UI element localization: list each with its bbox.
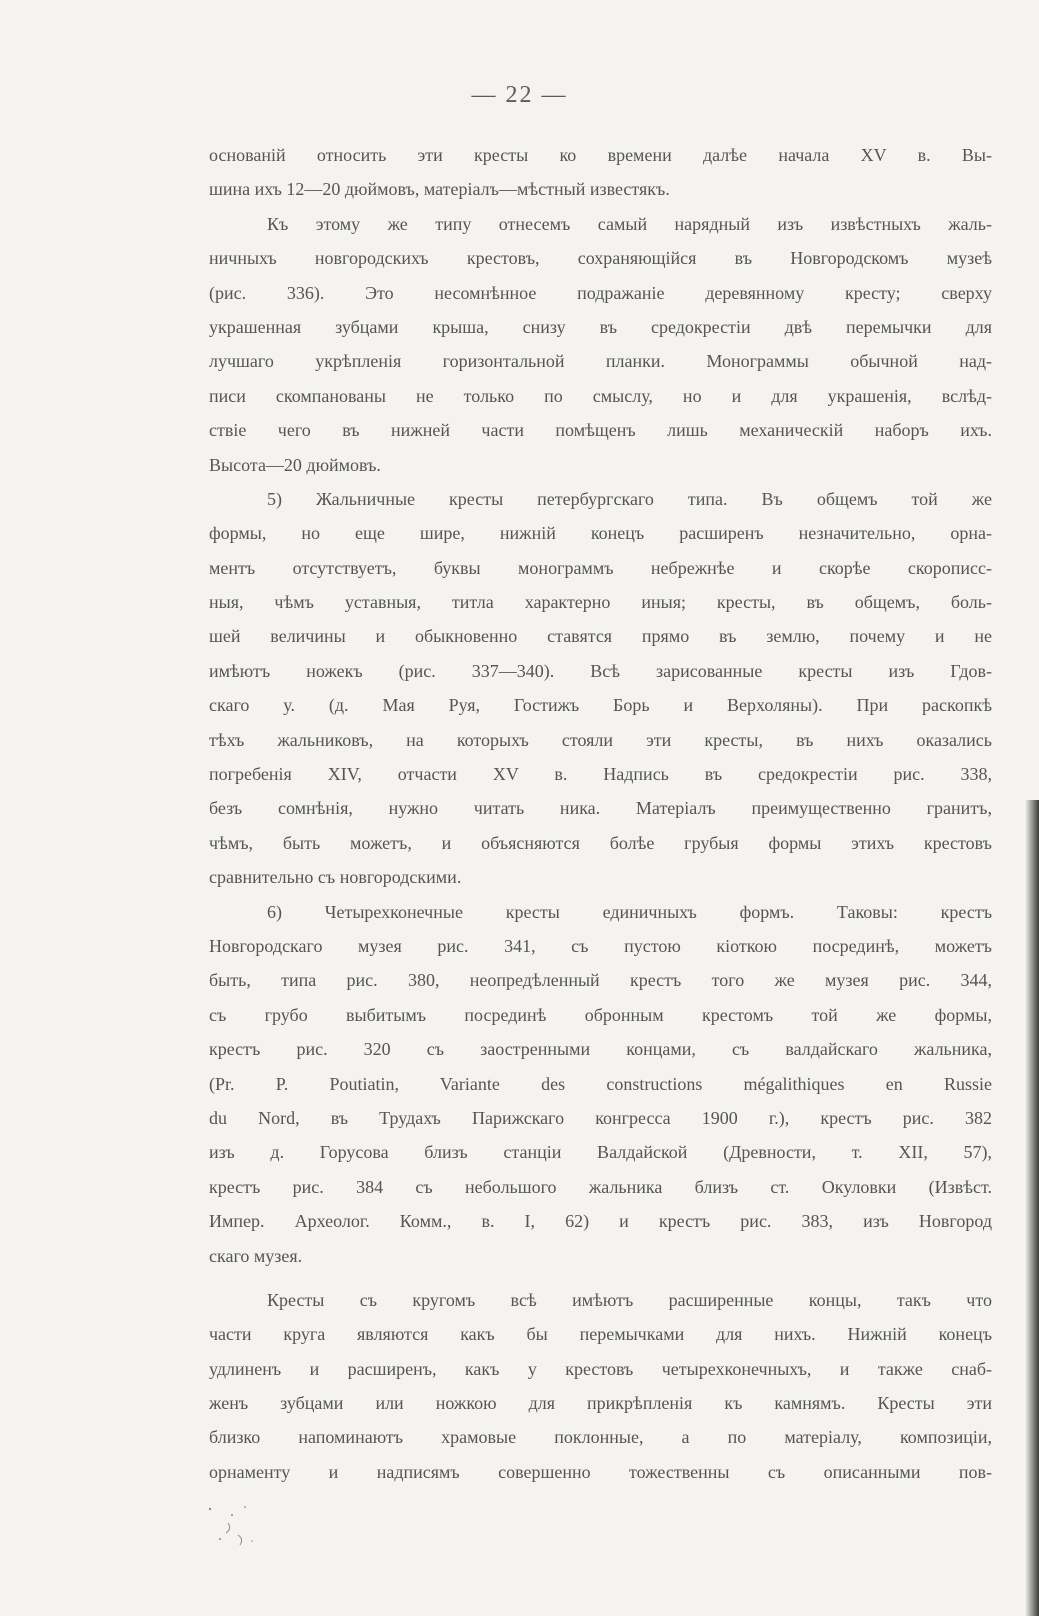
text-line: безъ сомнѣнія, нужно читать ника. Матеріалъ преимущественно гранитъ,	[209, 798, 992, 819]
text-line: ныя, чѣмъ уставныя, титла характерно иныя; кресты, въ общемъ, боль-	[209, 592, 992, 613]
text-line: шей величины и обыкновенно ставятся прямо въ землю, почему и не	[209, 626, 992, 647]
text-line: ствіе чего въ нижней части помѣщенъ лишь механическій наборъ ихъ.	[209, 420, 992, 441]
text-line: шина ихъ 12—20 дюймовъ, матеріалъ—мѣстный известякъ.	[209, 179, 670, 200]
text-line: скаго у. (д. Мая Руя, Гостижъ Борь и Верхоляны). При раскопкѣ	[209, 695, 992, 716]
text-line: чѣмъ, быть можетъ, и объясняются болѣе грубыя формы этихъ крестовъ	[209, 832, 992, 853]
text-line: Новгородскаго музея рис. 341, съ пустою кіоткою посрединѣ, можетъ	[209, 935, 992, 956]
paragraph	[209, 895, 992, 1273]
text-line: формы, но еще шире, нижній конецъ расширенъ незначительно, орна-	[209, 523, 992, 544]
text-line: писи скомпанованы не только по смыслу, но и для украшенія, вслѣд-	[209, 385, 992, 406]
text-line: имѣютъ ножекъ (рис. 337—340). Всѣ зарисованные кресты изъ Гдов-	[209, 660, 992, 681]
text-line: du Nord, въ Трудахъ Парижскаго конгресса 1900 г.), крестъ рис. 382	[209, 1107, 992, 1128]
text-line: части круга являются какъ бы перемычками для нихъ. Нижній конецъ	[209, 1324, 992, 1345]
text-line: ментъ отсутствуетъ, буквы монограммъ небрежнѣе и скорѣе скорописс-	[209, 557, 992, 578]
paper-specks	[150, 1495, 290, 1565]
text-line: Импер. Археолог. Комм., в. I, 62) и крестъ рис. 383, изъ Новгород	[209, 1211, 992, 1232]
text-line: крестъ рис. 384 съ небольшого жальника близъ ст. Окуловки (Извѣст.	[209, 1176, 992, 1197]
text-line: погребенія XIV, отчасти XV в. Надпись въ средокрестіи рис. 338,	[209, 764, 992, 785]
text-line: сравнительно съ новгородскими.	[209, 867, 462, 888]
text-line: женъ зубцами или ножкою для прикрѣпленія къ камнямъ. Кресты эти	[209, 1393, 992, 1414]
text-line: удлиненъ и расширенъ, какъ у крестовъ четырехконечныхъ, и также снаб-	[209, 1358, 992, 1379]
text-line: (рис. 336). Это несомнѣнное подражаніе деревянному кресту; сверху	[209, 282, 992, 303]
text-line: изъ д. Горусова близъ станціи Валдайской (Древности, т. XII, 57),	[209, 1142, 992, 1163]
paragraph	[209, 138, 992, 207]
text-line: Высота—20 дюймовъ.	[209, 454, 381, 475]
text-line: крестъ рис. 320 съ заостренными концами, съ валдайскаго жальника,	[209, 1039, 992, 1060]
text-line: быть, типа рис. 380, неопредѣленный крестъ того же музея рис. 344,	[209, 970, 992, 991]
text-line: близко напоминаютъ храмовые поклонные, а по матеріалу, композиціи,	[209, 1427, 992, 1448]
text-line: ничныхъ новгородскихъ крестовъ, сохраняющійся въ Новгородскомъ музеѣ	[209, 248, 992, 269]
paragraph	[209, 207, 992, 482]
text-line: (Pr. P. Poutiatin, Variante des constructions mégalithiques en Russie	[209, 1073, 992, 1094]
body-text	[209, 138, 992, 1489]
text-line: основаній относить эти кресты ко времени далѣе начала XV в. Вы-	[209, 145, 992, 165]
text-line: 5) Жальничные кресты петербургскаго типа. Въ общемъ той же	[267, 488, 992, 509]
page-edge-shadow	[1025, 800, 1039, 1616]
text-line: тѣхъ жальниковъ, на которыхъ стояли эти кресты, въ нихъ оказались	[209, 729, 992, 750]
paragraph	[209, 482, 992, 895]
page-number: — 22 —	[471, 82, 568, 108]
text-line: лучшаго укрѣпленія горизонтальной планки. Монограммы обычной над-	[209, 351, 992, 372]
text-line: Кресты съ кругомъ всѣ имѣютъ расширенные концы, такъ что	[267, 1289, 992, 1310]
text-line: скаго музея.	[209, 1245, 303, 1266]
text-line: Къ этому же типу отнесемъ самый нарядный изъ извѣстныхъ жаль-	[267, 213, 992, 234]
paragraph	[209, 1283, 992, 1489]
text-line: украшенная зубцами крыша, снизу въ средокрестіи двѣ перемычки для	[209, 316, 992, 337]
text-line: съ грубо выбитымъ посрединѣ обронным крестомъ той же формы,	[209, 1004, 992, 1025]
text-line: орнаменту и надписямъ совершенно тожественны съ описанными пов-	[209, 1461, 992, 1482]
text-line: 6) Четырехконечные кресты единичныхъ формъ. Таковы: крестъ	[267, 901, 992, 922]
